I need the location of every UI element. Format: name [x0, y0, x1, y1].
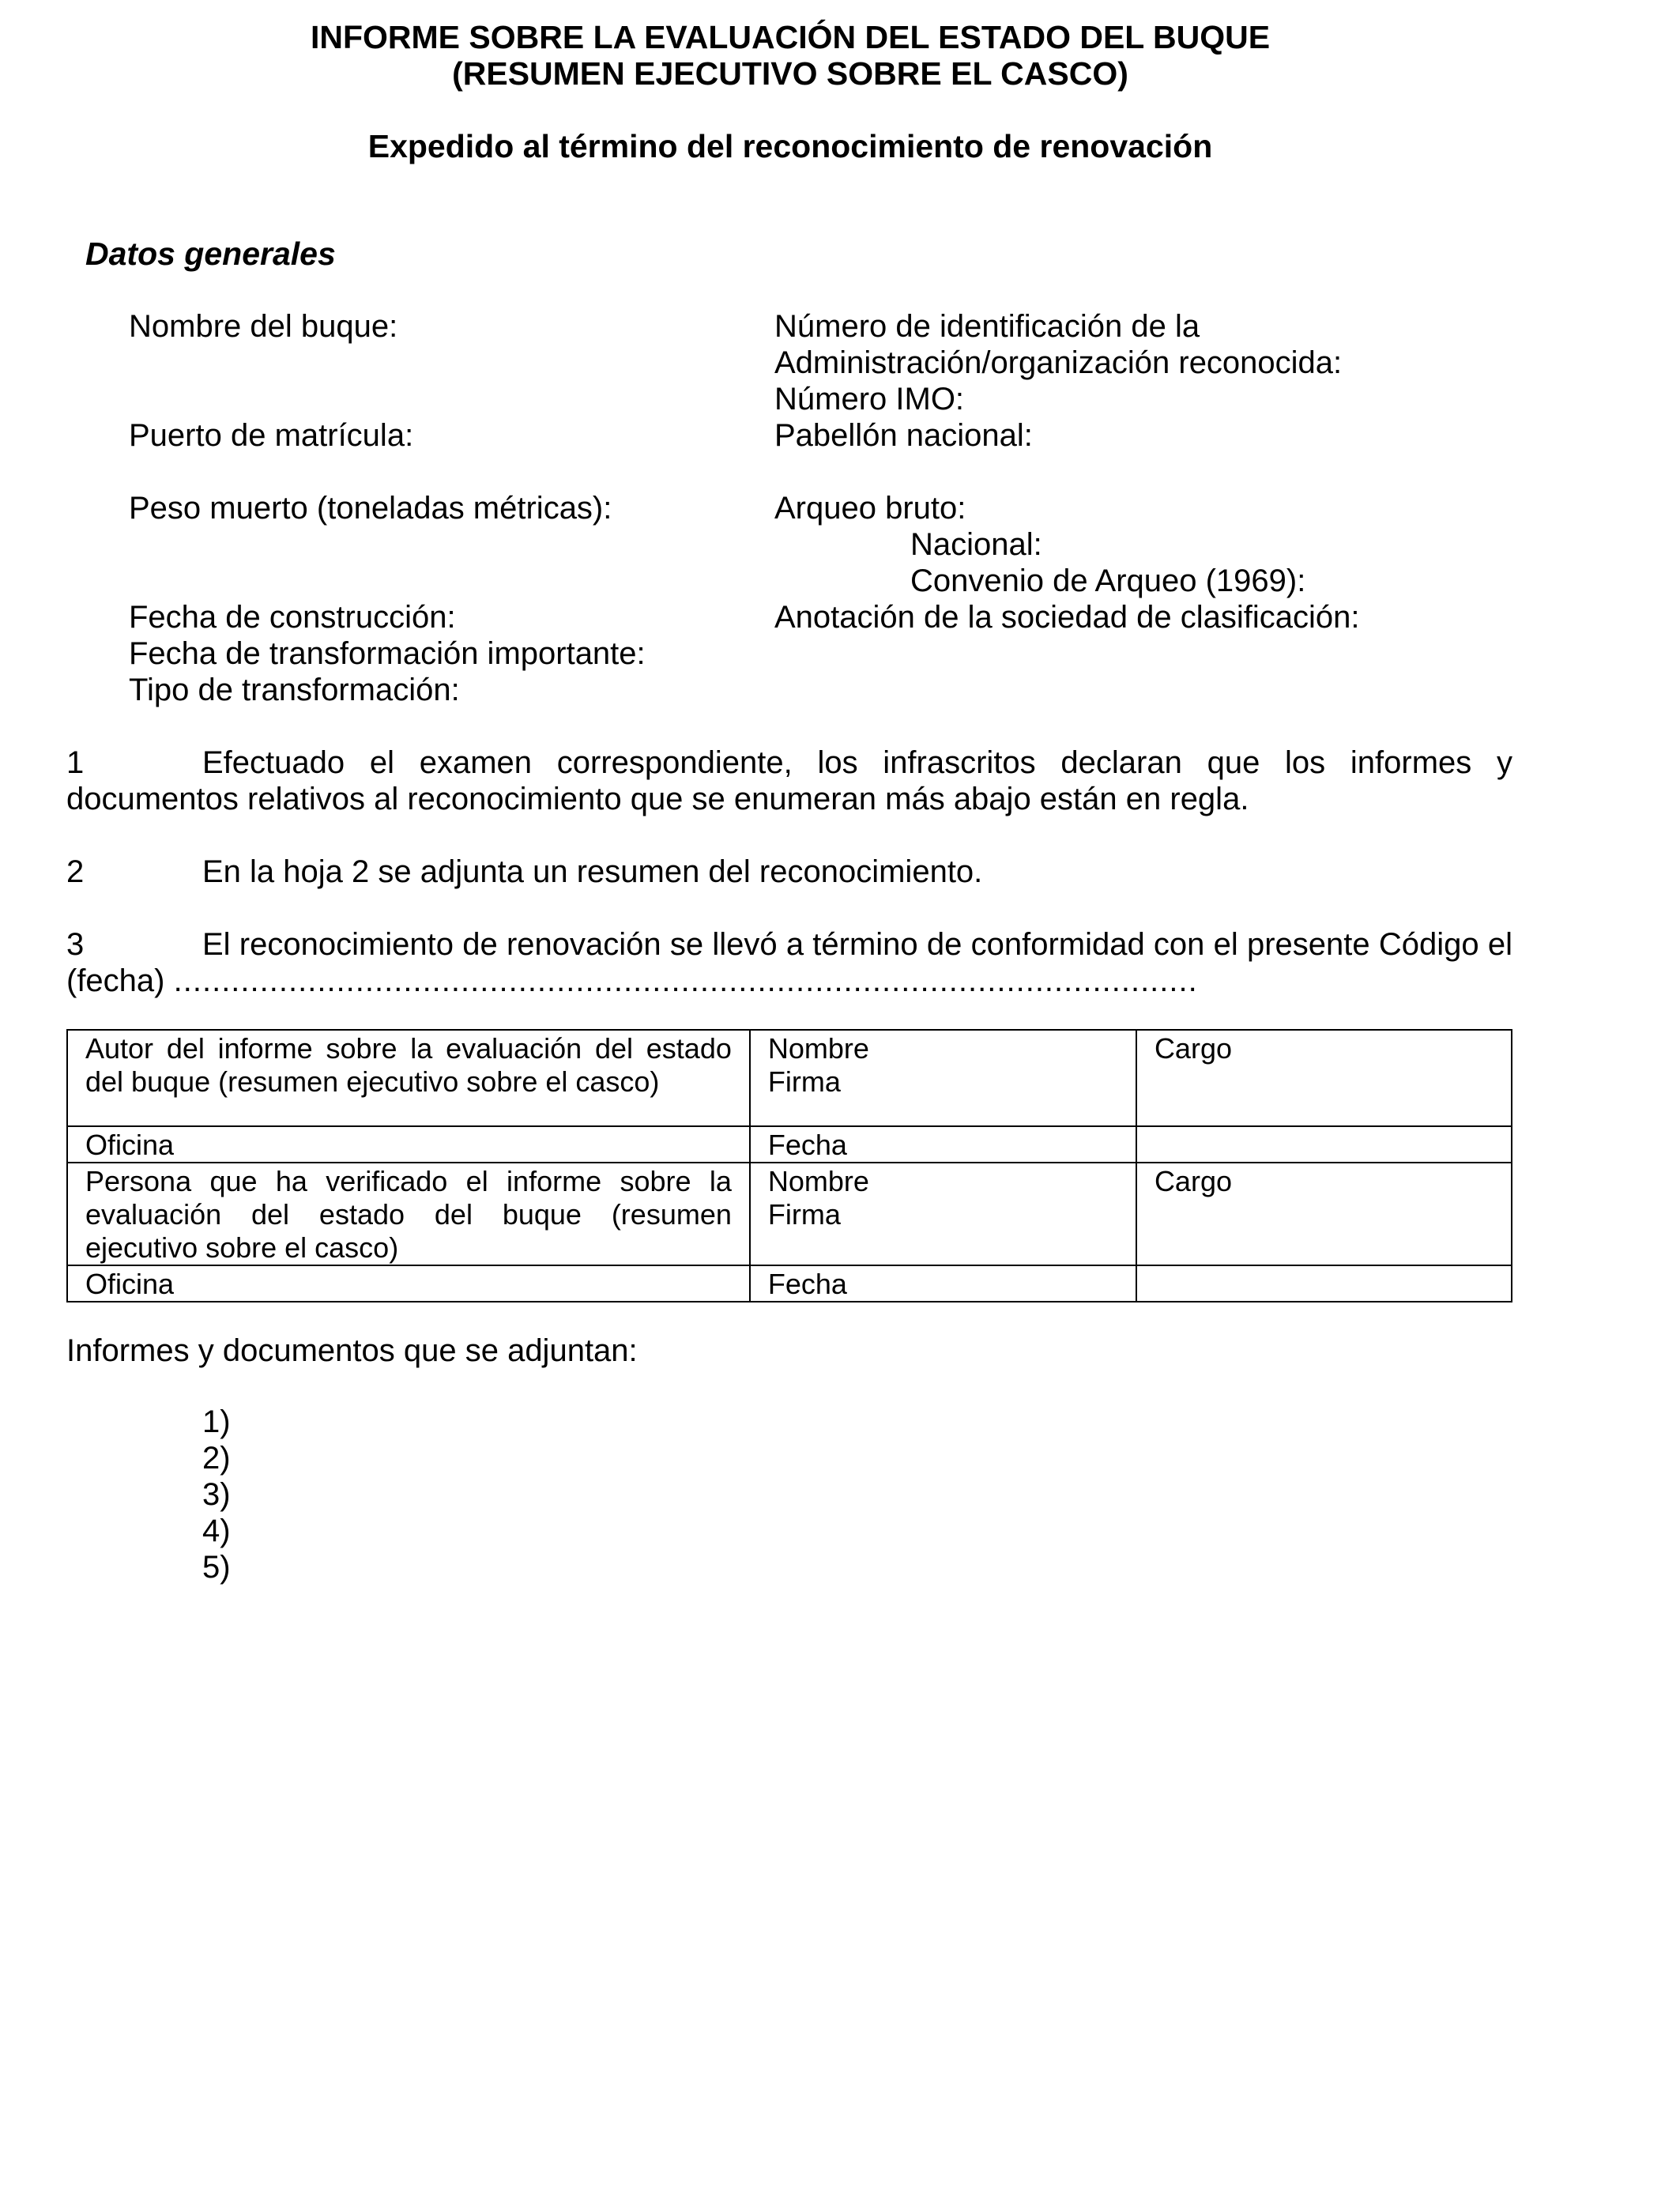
deadweight-label: Peso muerto (toneladas métricas):	[129, 491, 612, 526]
admin-id-label-line2: Administración/organización reconocida:	[774, 345, 1343, 380]
flag-label: Pabellón nacional:	[774, 418, 1033, 453]
name-label: Nombre	[767, 1032, 869, 1065]
paragraph-1	[66, 745, 1512, 817]
build-date-label: Fecha de construcción:	[129, 600, 456, 635]
paragraph-number: 1	[66, 745, 85, 780]
name-label: Nombre	[767, 1165, 869, 1197]
paragraph-3	[66, 926, 1512, 999]
imo-number-label: Número IMO:	[774, 382, 965, 417]
verifier-cell: Persona que ha verificado el informe sobre la evaluación del estado del buque (resumen ejecutivo sobre el casco)	[67, 1163, 750, 1265]
list-item: 4)	[202, 1514, 231, 1548]
signature-label: Firma	[767, 1065, 841, 1098]
position-cell[interactable]: Cargo	[1136, 1030, 1512, 1126]
paragraph-text: Efectuado el examen correspondiente, los infrascritos declaran que los informes y documentos relativos al reconocimiento que se enumeran más abajo están en regla.	[66, 745, 1512, 816]
office-cell: Oficina	[67, 1126, 750, 1163]
ship-name-label: Nombre del buque:	[129, 309, 398, 344]
empty-cell[interactable]	[1136, 1126, 1512, 1163]
office-cell: Oficina	[67, 1265, 750, 1302]
list-item: 5)	[202, 1550, 231, 1585]
table-row	[67, 1126, 1512, 1163]
attachments-heading: Informes y documentos que se adjuntan:	[66, 1333, 638, 1368]
name-signature-cell[interactable]	[750, 1030, 1136, 1126]
list-item: 1)	[202, 1404, 231, 1439]
port-of-registry-label: Puerto de matrícula:	[129, 418, 414, 453]
table-row	[67, 1265, 1512, 1302]
report-subtitle: Expedido al término del reconocimiento de renovación	[367, 128, 1213, 164]
class-notation-label: Anotación de la sociedad de clasificación:	[774, 600, 1360, 635]
date-cell[interactable]: Fecha	[750, 1126, 1136, 1163]
author-cell: Autor del informe sobre la evaluación del estado del buque (resumen ejecutivo sobre el casco)	[67, 1030, 750, 1126]
paragraph-text: El reconocimiento de renovación se llevó a término de conformidad con el presente Código el (fecha)	[66, 927, 1512, 998]
position-cell[interactable]: Cargo	[1136, 1163, 1512, 1265]
major-conversion-date-label: Fecha de transformación importante:	[129, 636, 646, 671]
report-title-line1: INFORME SOBRE LA EVALUACIÓN DEL ESTADO DEL BUQUE	[310, 19, 1271, 55]
gross-tonnage-label: Arqueo bruto:	[774, 491, 966, 526]
paragraph-2	[66, 854, 1512, 890]
name-signature-cell[interactable]	[750, 1163, 1136, 1265]
paragraph-number: 2	[66, 854, 85, 889]
signature-table	[66, 1029, 1512, 1302]
table-row	[67, 1030, 1512, 1126]
list-item: 3)	[202, 1477, 231, 1512]
conversion-type-label: Tipo de transformación:	[129, 673, 460, 707]
admin-id-label-line1: Número de identificación de la	[774, 309, 1200, 344]
empty-cell[interactable]	[1136, 1265, 1512, 1302]
date-fill-line[interactable]: ...........................................................................................................	[173, 963, 1198, 998]
paragraph-text: En la hoja 2 se adjunta un resumen del reconocimiento.	[202, 854, 983, 889]
convention-tonnage-label: Convenio de Arqueo (1969):	[910, 564, 1306, 598]
date-cell[interactable]: Fecha	[750, 1265, 1136, 1302]
report-title-line2: (RESUMEN EJECUTIVO SOBRE EL CASCO)	[452, 55, 1128, 92]
general-data-heading: Datos generales	[85, 236, 336, 272]
table-row	[67, 1163, 1512, 1265]
list-item: 2)	[202, 1441, 231, 1476]
national-tonnage-label: Nacional:	[910, 527, 1042, 562]
signature-label: Firma	[767, 1198, 841, 1231]
paragraph-number: 3	[66, 927, 85, 962]
attachments-list	[202, 1404, 231, 1585]
